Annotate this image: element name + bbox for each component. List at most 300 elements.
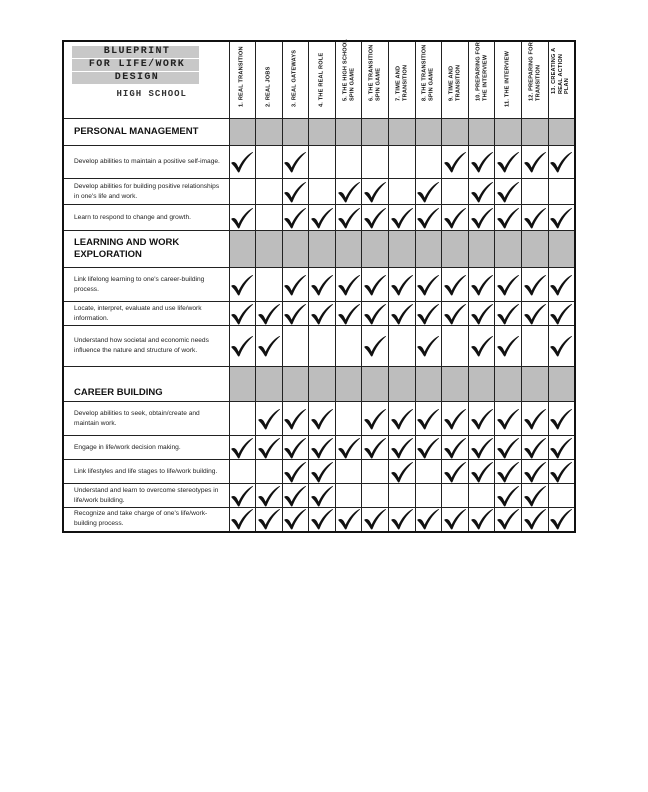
checkmark-icon: [390, 408, 414, 430]
section-fill-cell: [256, 231, 283, 268]
checked-cell: [548, 326, 575, 367]
section-fill-cell: [309, 231, 336, 268]
checkmark-icon: [443, 461, 467, 483]
empty-cell: [256, 205, 283, 231]
checked-cell: [468, 402, 495, 436]
checkmark-icon: [363, 207, 387, 229]
checked-cell: [309, 205, 336, 231]
empty-cell: [548, 484, 575, 508]
column-label: 11. THE INTERVIEW: [504, 51, 511, 108]
checkmark-icon: [496, 461, 520, 483]
checkmark-icon: [363, 303, 387, 325]
column-label: 4. THE REAL ROLE: [318, 53, 325, 108]
header-row: [63, 41, 575, 119]
checkmark-icon: [230, 151, 254, 173]
table-row: [63, 205, 575, 231]
empty-cell: [335, 326, 362, 367]
checkmark-icon: [523, 485, 547, 507]
checkmark-icon: [523, 437, 547, 459]
competency-label: Link lifelong learning to one's career-building process.: [63, 268, 229, 302]
section-fill-cell: [468, 119, 495, 146]
section-fill-cell: [442, 119, 469, 146]
checkmark-icon: [257, 335, 281, 357]
empty-cell: [256, 146, 283, 179]
checked-cell: [468, 205, 495, 231]
checkmark-icon: [390, 274, 414, 296]
checked-cell: [256, 402, 283, 436]
checkmark-icon: [283, 485, 307, 507]
checked-cell: [282, 179, 309, 205]
column-header: [522, 41, 549, 119]
empty-cell: [256, 460, 283, 484]
checkmark-icon: [470, 335, 494, 357]
checkmark-icon: [363, 508, 387, 530]
checkmark-icon: [283, 303, 307, 325]
empty-cell: [389, 179, 416, 205]
checkmark-icon: [443, 437, 467, 459]
section-fill-cell: [415, 367, 442, 402]
checkmark-icon: [390, 437, 414, 459]
checked-cell: [389, 460, 416, 484]
checked-cell: [282, 484, 309, 508]
column-header: [309, 41, 336, 119]
checkmark-icon: [390, 461, 414, 483]
checkmark-icon: [496, 508, 520, 530]
table-row: [63, 402, 575, 436]
checkmark-icon: [283, 408, 307, 430]
checked-cell: [229, 146, 256, 179]
checked-cell: [495, 205, 522, 231]
checked-cell: [309, 508, 336, 532]
checked-cell: [282, 268, 309, 302]
checked-cell: [548, 205, 575, 231]
checked-cell: [468, 508, 495, 532]
checkmark-icon: [390, 508, 414, 530]
section-fill-cell: [256, 119, 283, 146]
empty-cell: [362, 146, 389, 179]
section-fill-cell: [229, 231, 256, 268]
checked-cell: [335, 508, 362, 532]
checked-cell: [389, 436, 416, 460]
checked-cell: [468, 268, 495, 302]
column-label: 6. THE TRANSITION SPIN GAME: [368, 44, 382, 101]
checked-cell: [415, 205, 442, 231]
checked-cell: [548, 268, 575, 302]
section-fill-cell: [389, 119, 416, 146]
checked-cell: [229, 205, 256, 231]
column-header: [468, 41, 495, 119]
checkmark-icon: [310, 485, 334, 507]
empty-cell: [522, 179, 549, 205]
checked-cell: [548, 402, 575, 436]
checkmark-icon: [523, 151, 547, 173]
checked-cell: [442, 460, 469, 484]
empty-cell: [282, 326, 309, 367]
checked-cell: [442, 402, 469, 436]
checkmark-icon: [549, 207, 573, 229]
column-header: [415, 41, 442, 119]
checkmark-icon: [496, 437, 520, 459]
checked-cell: [495, 402, 522, 436]
checked-cell: [335, 205, 362, 231]
checked-cell: [548, 508, 575, 532]
checkmark-icon: [230, 437, 254, 459]
checked-cell: [282, 460, 309, 484]
checked-cell: [522, 302, 549, 326]
empty-cell: [309, 146, 336, 179]
checked-cell: [362, 402, 389, 436]
column-label: 3. REAL GATEWAYS: [292, 50, 299, 108]
section-fill-cell: [495, 367, 522, 402]
checked-cell: [389, 268, 416, 302]
checkmark-icon: [496, 181, 520, 203]
column-header: [442, 41, 469, 119]
checked-cell: [282, 436, 309, 460]
checked-cell: [362, 268, 389, 302]
checkmark-icon: [496, 207, 520, 229]
checked-cell: [415, 302, 442, 326]
checkmark-icon: [283, 274, 307, 296]
checkmark-icon: [230, 508, 254, 530]
title-line-1: BLUEPRINT: [72, 46, 199, 58]
checked-cell: [229, 436, 256, 460]
checkmark-icon: [470, 408, 494, 430]
section-fill-cell: [415, 231, 442, 268]
checked-cell: [229, 268, 256, 302]
checkmark-icon: [310, 303, 334, 325]
empty-cell: [229, 179, 256, 205]
checkmark-icon: [416, 508, 440, 530]
checkmark-icon: [337, 508, 361, 530]
section-fill-cell: [362, 367, 389, 402]
competency-label: Understand and learn to overcome stereotypes in life/work building.: [63, 484, 229, 508]
checked-cell: [335, 179, 362, 205]
empty-cell: [548, 179, 575, 205]
checkmark-icon: [283, 181, 307, 203]
checkmark-icon: [337, 274, 361, 296]
title-line-2: FOR LIFE/WORK: [72, 59, 199, 71]
section-fill-cell: [282, 231, 309, 268]
checked-cell: [282, 205, 309, 231]
competency-label: Learn to respond to change and growth.: [63, 205, 229, 231]
checked-cell: [309, 436, 336, 460]
checked-cell: [495, 436, 522, 460]
checked-cell: [362, 436, 389, 460]
empty-cell: [309, 179, 336, 205]
column-header: [229, 41, 256, 119]
checked-cell: [548, 302, 575, 326]
checked-cell: [522, 402, 549, 436]
section-fill-cell: [389, 231, 416, 268]
column-header: [335, 38, 362, 119]
checkmark-icon: [310, 437, 334, 459]
checked-cell: [415, 179, 442, 205]
empty-cell: [415, 146, 442, 179]
checkmark-icon: [257, 303, 281, 325]
checked-cell: [389, 205, 416, 231]
checked-cell: [309, 460, 336, 484]
section-fill-cell: [282, 367, 309, 402]
checkmark-icon: [443, 274, 467, 296]
column-header: [389, 41, 416, 119]
checked-cell: [415, 326, 442, 367]
checked-cell: [522, 268, 549, 302]
section-fill-cell: [495, 119, 522, 146]
empty-cell: [442, 326, 469, 367]
checkmark-icon: [549, 303, 573, 325]
checked-cell: [522, 508, 549, 532]
checked-cell: [256, 326, 283, 367]
section-row: [63, 231, 575, 268]
competency-label: Recognize and take charge of one's life/work-building process.: [63, 508, 229, 532]
checkmark-icon: [363, 335, 387, 357]
checked-cell: [495, 326, 522, 367]
section-fill-cell: [335, 119, 362, 146]
section-fill-cell: [229, 367, 256, 402]
checkmark-icon: [496, 335, 520, 357]
checkmark-icon: [310, 207, 334, 229]
column-header: [548, 41, 575, 119]
checked-cell: [415, 508, 442, 532]
checked-cell: [309, 402, 336, 436]
checkmark-icon: [549, 335, 573, 357]
column-label: 9. TIME AND TRANSITION: [448, 64, 462, 101]
checked-cell: [229, 508, 256, 532]
checked-cell: [229, 302, 256, 326]
table-row: [63, 460, 575, 484]
checked-cell: [468, 179, 495, 205]
section-row: [63, 367, 575, 402]
section-fill-cell: [309, 119, 336, 146]
checked-cell: [548, 460, 575, 484]
column-label: 2. REAL JOBS: [265, 66, 272, 108]
checkmark-icon: [283, 151, 307, 173]
section-fill-cell: [256, 367, 283, 402]
section-fill-cell: [495, 231, 522, 268]
checked-cell: [522, 460, 549, 484]
checked-cell: [442, 146, 469, 179]
section-row: [63, 119, 575, 146]
checkmark-icon: [523, 408, 547, 430]
checked-cell: [335, 436, 362, 460]
checked-cell: [468, 146, 495, 179]
empty-cell: [415, 484, 442, 508]
column-header: [495, 41, 522, 119]
column-header: [256, 41, 283, 119]
section-fill-cell: [548, 367, 575, 402]
checked-cell: [442, 302, 469, 326]
checked-cell: [229, 326, 256, 367]
checkmark-icon: [496, 274, 520, 296]
competency-label: Locate, interpret, evaluate and use life/work information.: [63, 302, 229, 326]
checkmark-icon: [470, 181, 494, 203]
checkmark-icon: [523, 303, 547, 325]
empty-cell: [229, 460, 256, 484]
checkmark-icon: [470, 207, 494, 229]
blueprint-table: [62, 40, 576, 533]
checkmark-icon: [337, 437, 361, 459]
checkmark-icon: [390, 303, 414, 325]
column-header: [282, 41, 309, 119]
checkmark-icon: [416, 408, 440, 430]
checkmark-icon: [470, 151, 494, 173]
empty-cell: [522, 326, 549, 367]
checked-cell: [442, 205, 469, 231]
checkmark-icon: [337, 181, 361, 203]
checkmark-icon: [416, 437, 440, 459]
checked-cell: [256, 302, 283, 326]
section-fill-cell: [522, 367, 549, 402]
checkmark-icon: [230, 485, 254, 507]
checkmark-icon: [257, 508, 281, 530]
title-block: [63, 41, 229, 119]
checked-cell: [468, 436, 495, 460]
checkmark-icon: [257, 437, 281, 459]
checked-cell: [282, 302, 309, 326]
checkmark-icon: [230, 335, 254, 357]
checkmark-icon: [496, 408, 520, 430]
competency-label: Engage in life/work decision making.: [63, 436, 229, 460]
checkmark-icon: [363, 274, 387, 296]
checkmark-icon: [416, 181, 440, 203]
checked-cell: [548, 146, 575, 179]
empty-cell: [335, 402, 362, 436]
section-fill-cell: [442, 231, 469, 268]
checked-cell: [522, 146, 549, 179]
checkmark-icon: [363, 437, 387, 459]
checked-cell: [442, 268, 469, 302]
checkmark-icon: [283, 508, 307, 530]
checkmark-icon: [523, 274, 547, 296]
checkmark-icon: [549, 461, 573, 483]
column-label: 8. THE TRANSITION SPIN GAME: [421, 44, 435, 101]
empty-cell: [442, 484, 469, 508]
subtitle: HIGH SCHOOL: [116, 89, 187, 99]
empty-cell: [335, 484, 362, 508]
checkmark-icon: [523, 508, 547, 530]
checkmark-icon: [549, 408, 573, 430]
checked-cell: [495, 146, 522, 179]
empty-cell: [389, 326, 416, 367]
section-fill-cell: [548, 119, 575, 146]
checkmark-icon: [443, 408, 467, 430]
checked-cell: [442, 508, 469, 532]
checkmark-icon: [230, 274, 254, 296]
checked-cell: [415, 268, 442, 302]
empty-cell: [335, 460, 362, 484]
checkmark-icon: [523, 207, 547, 229]
empty-cell: [256, 179, 283, 205]
checkmark-icon: [549, 151, 573, 173]
checked-cell: [495, 179, 522, 205]
section-title: LEARNING AND WORK EXPLORATION: [63, 231, 229, 268]
section-fill-cell: [309, 367, 336, 402]
empty-cell: [335, 146, 362, 179]
checked-cell: [415, 402, 442, 436]
competency-label: Understand how societal and economic needs influence the nature and structure of work.: [63, 326, 229, 367]
checked-cell: [468, 326, 495, 367]
checkmark-icon: [390, 207, 414, 229]
section-fill-cell: [548, 231, 575, 268]
table-row: [63, 268, 575, 302]
column-label: 1. REAL TRANSITION: [239, 46, 245, 108]
checkmark-icon: [257, 408, 281, 430]
empty-cell: [415, 460, 442, 484]
section-fill-cell: [468, 367, 495, 402]
checked-cell: [282, 508, 309, 532]
table-row: [63, 436, 575, 460]
checkmark-icon: [363, 181, 387, 203]
checked-cell: [468, 460, 495, 484]
checkmark-icon: [416, 303, 440, 325]
checkmark-icon: [549, 437, 573, 459]
table-row: [63, 484, 575, 508]
section-fill-cell: [415, 119, 442, 146]
column-label: 12. PREPARING FOR TRANSITION: [528, 41, 541, 101]
competency-label: Link lifestyles and life stages to life/work building.: [63, 460, 229, 484]
table-body: [63, 119, 575, 532]
column-label: 7. TIME AND TRANSITION: [395, 64, 408, 101]
checked-cell: [309, 268, 336, 302]
section-fill-cell: [229, 119, 256, 146]
checked-cell: [495, 508, 522, 532]
checked-cell: [256, 508, 283, 532]
checked-cell: [362, 205, 389, 231]
column-header: [362, 41, 389, 119]
checkmark-icon: [337, 207, 361, 229]
checkmark-icon: [230, 207, 254, 229]
checkmark-icon: [310, 274, 334, 296]
checkmark-icon: [470, 461, 494, 483]
table-row: [63, 302, 575, 326]
table-row: [63, 326, 575, 367]
checked-cell: [389, 402, 416, 436]
section-fill-cell: [389, 367, 416, 402]
empty-cell: [389, 146, 416, 179]
competency-label: Develop abilities to maintain a positive self-image.: [63, 146, 229, 179]
competency-label: Develop abilities to seek, obtain/create and maintain work.: [63, 402, 229, 436]
checkmark-icon: [470, 508, 494, 530]
competency-label: Develop abilities for building positive relationships in one's life and work.: [63, 179, 229, 205]
checkmark-icon: [283, 437, 307, 459]
checked-cell: [522, 205, 549, 231]
checkmark-icon: [310, 508, 334, 530]
checkmark-icon: [363, 408, 387, 430]
checkmark-icon: [283, 207, 307, 229]
section-title: PERSONAL MANAGEMENT: [63, 119, 229, 146]
section-fill-cell: [362, 231, 389, 268]
checkmark-icon: [337, 303, 361, 325]
checked-cell: [495, 268, 522, 302]
checked-cell: [362, 179, 389, 205]
checked-cell: [495, 484, 522, 508]
empty-cell: [362, 484, 389, 508]
checked-cell: [415, 436, 442, 460]
checkmark-icon: [549, 508, 573, 530]
checkmark-icon: [549, 274, 573, 296]
section-fill-cell: [335, 231, 362, 268]
empty-cell: [229, 402, 256, 436]
checkmark-icon: [283, 461, 307, 483]
checked-cell: [362, 326, 389, 367]
table-row: [63, 508, 575, 532]
checked-cell: [522, 436, 549, 460]
checked-cell: [335, 268, 362, 302]
empty-cell: [389, 484, 416, 508]
empty-cell: [442, 179, 469, 205]
checked-cell: [389, 302, 416, 326]
checkmark-icon: [257, 485, 281, 507]
